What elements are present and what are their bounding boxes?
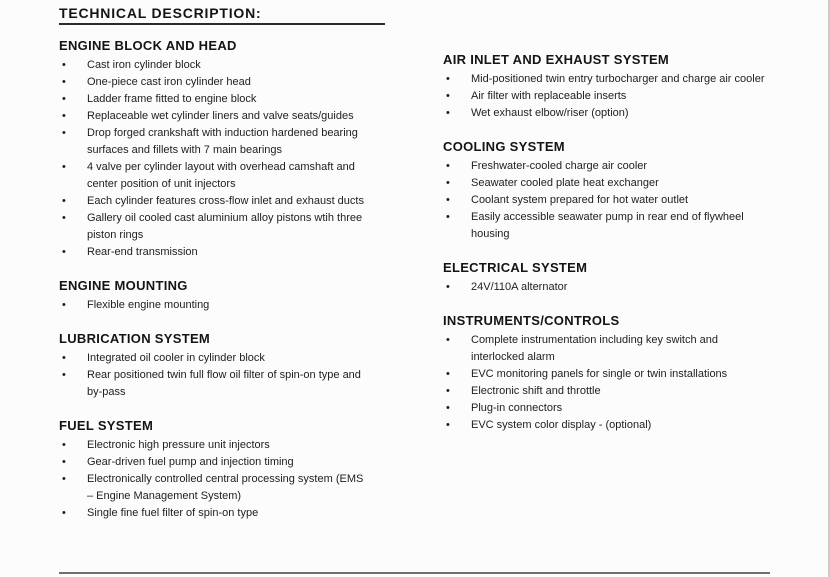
- spec-list-item: [443, 332, 771, 366]
- bullet-icon: •: [446, 73, 450, 85]
- spec-list: [443, 71, 771, 122]
- bullet-icon: •: [446, 402, 450, 414]
- spec-section: [59, 331, 370, 401]
- bullet-icon: •: [62, 110, 66, 122]
- spec-item-text: Electronic high pressure unit injectors: [87, 439, 270, 451]
- bullet-icon: •: [446, 194, 450, 206]
- bullet-icon: •: [62, 127, 66, 139]
- spec-list-item: [443, 105, 771, 122]
- spec-list-item: [59, 244, 370, 261]
- spec-list-item: [443, 88, 771, 105]
- spec-list-item: [59, 193, 370, 210]
- spec-section: [59, 418, 370, 522]
- spec-item-text: Each cylinder features cross-flow inlet and exhaust ducts: [87, 195, 364, 207]
- spec-list-item: [443, 175, 771, 192]
- spec-item-text: Air filter with replaceable inserts: [471, 90, 627, 102]
- spec-list-item: [443, 209, 771, 243]
- spec-list: [59, 297, 370, 314]
- spec-item-text: Plug-in connectors: [471, 402, 563, 414]
- spec-item-text: Electronically controlled central processing system (EMS – Engine Management System): [87, 473, 364, 502]
- spec-list-item: [59, 57, 370, 74]
- spec-item-text: Easily accessible seawater pump in rear end of flywheel housing: [471, 211, 744, 240]
- spec-section: [443, 260, 771, 296]
- spec-item-text: Freshwater-cooled charge air cooler: [471, 160, 648, 172]
- bullet-icon: •: [446, 281, 450, 293]
- section-heading: ENGINE BLOCK AND HEAD: [59, 38, 237, 53]
- spec-list-item: [443, 71, 771, 88]
- spec-list-item: [443, 417, 771, 434]
- section-heading: COOLING SYSTEM: [443, 139, 565, 154]
- spec-list: [443, 279, 771, 296]
- section-heading: ENGINE MOUNTING: [59, 278, 188, 293]
- bullet-icon: •: [446, 385, 450, 397]
- right-column: [443, 21, 771, 434]
- spec-section: [59, 278, 370, 314]
- spec-item-text: 24V/110A alternator: [471, 281, 568, 293]
- spec-item-text: Rear-end transmission: [87, 246, 198, 258]
- spec-list: [59, 437, 370, 522]
- spec-item-text: Seawater cooled plate heat exchanger: [471, 177, 659, 189]
- bullet-icon: •: [62, 369, 66, 381]
- spec-list-item: [59, 350, 370, 367]
- spec-item-text: Wet exhaust elbow/riser (option): [471, 107, 629, 119]
- bullet-icon: •: [62, 93, 66, 105]
- bullet-icon: •: [446, 160, 450, 172]
- spec-item-text: Gear-driven fuel pump and injection timing: [87, 456, 294, 468]
- bullet-icon: •: [62, 59, 66, 71]
- bullet-icon: •: [62, 299, 66, 311]
- spec-list-item: [59, 74, 370, 91]
- bullet-icon: •: [62, 507, 66, 519]
- spec-list-item: [59, 91, 370, 108]
- spec-section: [443, 313, 771, 434]
- spec-list: [443, 332, 771, 434]
- spec-item-text: Rear positioned twin full flow oil filter of spin-on type and by-pass: [87, 369, 361, 398]
- spec-list-item: [59, 454, 370, 471]
- bullet-icon: •: [62, 352, 66, 364]
- spec-item-text: EVC system color display - (optional): [471, 419, 652, 431]
- spec-list-item: [59, 505, 370, 522]
- spec-item-text: Complete instrumentation including key switch and interlocked alarm: [471, 334, 719, 363]
- spec-item-text: One-piece cast iron cylinder head: [87, 76, 251, 88]
- spec-list: [59, 57, 370, 261]
- spec-list-item: [443, 366, 771, 383]
- spec-list-item: [59, 108, 370, 125]
- spec-list-item: [59, 297, 370, 314]
- section-heading: FUEL SYSTEM: [59, 418, 154, 433]
- spec-item-text: 4 valve per cylinder layout with overhead camshaft and center position of unit injectors: [87, 161, 355, 190]
- spec-item-text: Gallery oil cooled cast aluminium alloy pistons wtih three piston rings: [87, 212, 363, 241]
- section-heading: ELECTRICAL SYSTEM: [443, 260, 588, 275]
- spec-item-text: Single fine fuel filter of spin-on type: [87, 507, 259, 519]
- bullet-icon: •: [446, 368, 450, 380]
- spec-section: [59, 38, 370, 261]
- spec-list-item: [59, 210, 370, 244]
- bullet-icon: •: [446, 211, 450, 223]
- spec-section: [443, 139, 771, 243]
- spec-list: [59, 350, 370, 401]
- spec-item-text: EVC monitoring panels for single or twin installations: [471, 368, 728, 380]
- spec-list-item: [443, 279, 771, 296]
- spec-list: [443, 158, 771, 243]
- left-column: [59, 21, 370, 522]
- spec-list-item: [443, 192, 771, 209]
- bullet-icon: •: [62, 473, 66, 485]
- spec-item-text: Coolant system prepared for hot water outlet: [471, 194, 689, 206]
- spec-item-text: Integrated oil cooler in cylinder block: [87, 352, 265, 364]
- spec-list-item: [59, 159, 370, 193]
- spec-item-text: Mid-positioned twin entry turbocharger and charge air cooler: [471, 73, 765, 85]
- bullet-icon: •: [446, 107, 450, 119]
- bullet-icon: •: [62, 195, 66, 207]
- spec-item-text: Cast iron cylinder block: [87, 59, 201, 71]
- bullet-icon: •: [446, 90, 450, 102]
- spec-list-item: [59, 471, 370, 505]
- bullet-icon: •: [446, 334, 450, 346]
- footer-rule: [59, 572, 770, 574]
- spec-item-text: Ladder frame fitted to engine block: [87, 93, 257, 105]
- spec-section: [443, 52, 771, 122]
- bullet-icon: •: [62, 161, 66, 173]
- spec-list-item: [443, 158, 771, 175]
- bullet-icon: •: [62, 76, 66, 88]
- bullet-icon: •: [62, 439, 66, 451]
- spec-item-text: Flexible engine mounting: [87, 299, 210, 311]
- spec-list-item: [443, 383, 771, 400]
- section-heading: INSTRUMENTS/CONTROLS: [443, 313, 620, 328]
- section-heading: AIR INLET AND EXHAUST SYSTEM: [443, 52, 670, 67]
- bullet-icon: •: [62, 456, 66, 468]
- spec-list-item: [59, 437, 370, 454]
- spec-item-text: Drop forged crankshaft with induction hardened bearing surfaces and fillets with 7 main bearings: [87, 127, 358, 156]
- spec-item-text: Electronic shift and throttle: [471, 385, 601, 397]
- spec-item-text: Replaceable wet cylinder liners and valve seats/​guides: [87, 110, 354, 122]
- page-title: TECHNICAL DESCRIPTION:: [59, 5, 262, 21]
- bullet-icon: •: [446, 177, 450, 189]
- bullet-icon: •: [62, 212, 66, 224]
- two-column-layout: [59, 21, 771, 522]
- spec-list-item: [59, 367, 370, 401]
- section-heading: LUBRICATION SYSTEM: [59, 331, 211, 346]
- spec-list-item: [59, 125, 370, 159]
- spec-list-item: [443, 400, 771, 417]
- bullet-icon: •: [446, 419, 450, 431]
- bullet-icon: •: [62, 246, 66, 258]
